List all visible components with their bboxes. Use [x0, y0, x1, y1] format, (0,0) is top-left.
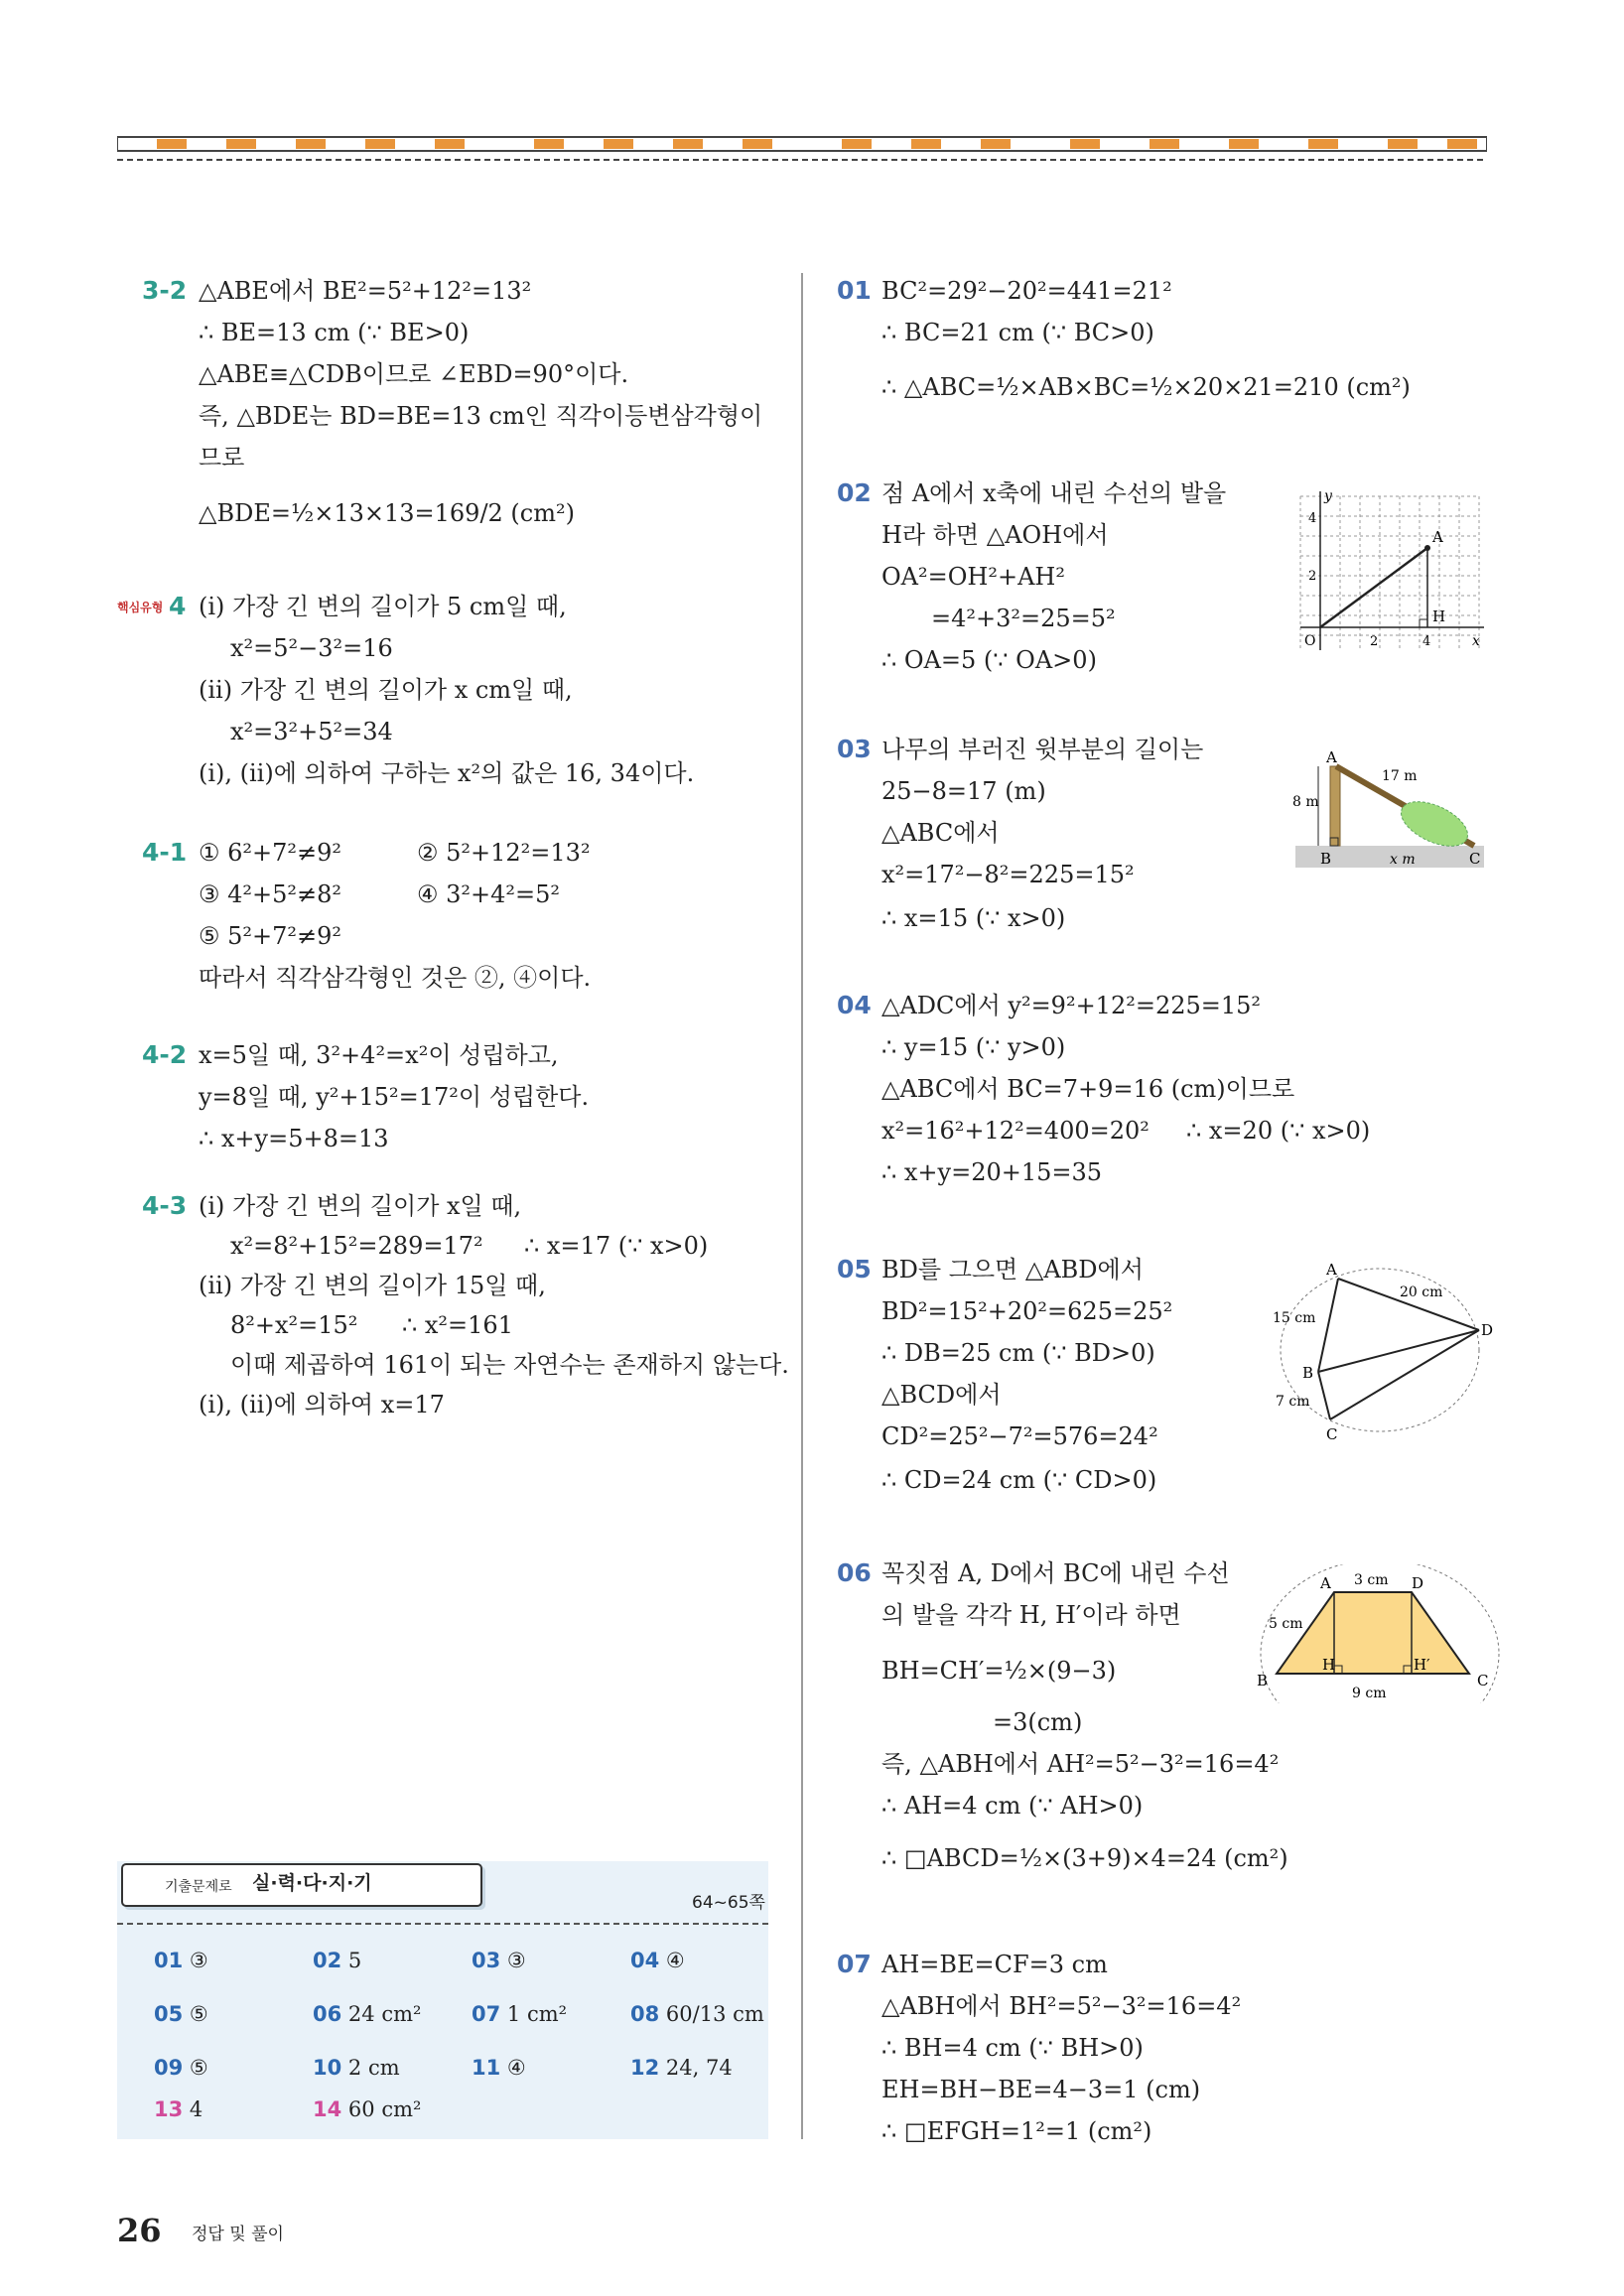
q04-line: △ADC에서 y²=9²+12²=225=15²: [881, 992, 1262, 1019]
q05-line: ∴ CD=24 cm (∵ CD>0): [881, 1466, 1157, 1494]
q03-line: 나무의 부러진 윗부분의 길이는: [881, 736, 1204, 763]
q03-point-label: C: [1469, 850, 1481, 868]
q03-length-label: 8 m: [1292, 794, 1319, 810]
q06-point-label: C: [1477, 1672, 1489, 1689]
answer-key-title-small: 기출문제로: [165, 1879, 232, 1895]
q06-line: 의 발을 각각 H, H′이라 하면: [881, 1601, 1181, 1629]
q06-line: ∴ AH=4 cm (∵ AH>0): [881, 1792, 1144, 1820]
q02-point-label: H: [1432, 608, 1446, 625]
q03-number: 03: [837, 735, 872, 763]
q06-length-label: 9 cm: [1352, 1686, 1387, 1701]
q04-line: ∴ y=15 (∵ y>0): [881, 1033, 1066, 1061]
answer-item: 10 2 cm: [313, 2056, 400, 2080]
q05-point-label: A: [1326, 1261, 1337, 1279]
q04-number: 04: [837, 991, 872, 1019]
answer-key-title-main: 실·력·다·지·기: [252, 1872, 372, 1894]
answer-item: 11 ④: [472, 2056, 526, 2080]
q06-point-label: D: [1412, 1574, 1424, 1592]
page-number: 26: [117, 2212, 162, 2249]
q05-point-label: C: [1326, 1425, 1338, 1443]
answer-key-divider: [117, 1921, 772, 1927]
q4-3-line: (ⅱ) 가장 긴 변의 길이가 15일 때,: [199, 1272, 546, 1299]
q4-2-line: ∴ x+y=5+8=13: [199, 1125, 389, 1152]
q4-1-conclusion: 따라서 직각삼각형인 것은 ②, ④이다.: [199, 964, 592, 992]
q07-line: △ABH에서 BH²=5²−3²=16=4²: [881, 1992, 1242, 2020]
q4-3-number: 4-3: [142, 1191, 188, 1220]
q4-3-line: (ⅰ) 가장 긴 변의 길이가 x일 때,: [199, 1192, 522, 1220]
q01-line: ∴ BC=21 cm (∵ BC>0): [881, 319, 1154, 346]
q4-1-choice: ① 6²+7²≠9²: [199, 839, 342, 867]
q04-line: ∴ x+y=20+15=35: [881, 1158, 1103, 1186]
page-footer-label: 정답 및 풀이: [192, 2225, 284, 2244]
column-divider: [801, 273, 803, 2139]
q4-3-line: x²=8²+15²=289=17²: [230, 1232, 483, 1260]
q4-line: (ⅰ) 가장 긴 변의 길이가 5 cm일 때,: [199, 593, 567, 620]
q06-point-label: H: [1322, 1656, 1336, 1674]
q3-2-line: △BDE=½×13×13=169/2 (cm²): [199, 499, 575, 527]
header-strip: [117, 133, 1487, 163]
q3-2-line: △ABE≡△CDB이므로 ∠EBD=90°이다.: [199, 360, 629, 388]
q02-line: H라 하면 △AOH에서: [881, 521, 1109, 549]
q3-2-line: △ABE에서 BE²=5²+12²=13²: [199, 277, 532, 305]
answer-item: 05 ⑤: [154, 2002, 208, 2026]
answer-item: 08 60/13 cm: [630, 2002, 764, 2026]
q02-tick: 2: [1308, 569, 1317, 584]
q06-line: 즉, △ABH에서 AH²=5²−3²=16=4²: [881, 1750, 1280, 1778]
q01-number: 01: [837, 276, 872, 305]
q05-line: CD²=25²−7²=576=24²: [881, 1422, 1158, 1450]
q4-3-line: ∴ x²=161: [402, 1311, 513, 1339]
q07-line: ∴ BH=4 cm (∵ BH>0): [881, 2034, 1144, 2062]
q05-length-label: 7 cm: [1276, 1394, 1310, 1410]
q4-3-line: 이때 제곱하여 161이 되는 자연수는 존재하지 않는다.: [230, 1351, 789, 1379]
q4-1-choice: ③ 4²+5²≠8²: [199, 880, 342, 908]
answer-item: 04 ④: [630, 1949, 685, 1972]
q06-point-label: H′: [1414, 1656, 1430, 1674]
q01-line: ∴ △ABC=½×AB×BC=½×20×21=210 (cm²): [881, 373, 1411, 401]
q4-3-line: (ⅰ), (ⅱ)에 의하여 x=17: [199, 1391, 445, 1418]
q4-line: x²=5²−3²=16: [230, 634, 393, 662]
q05-number: 05: [837, 1255, 872, 1283]
q06-number: 06: [837, 1558, 872, 1587]
q06-line: BH=CH′=½×(9−3): [881, 1657, 1117, 1685]
q04-line: △ABC에서 BC=7+9=16 (cm)이므로: [881, 1075, 1295, 1103]
answer-key-pages: 64~65쪽: [692, 1893, 765, 1913]
core-type-tag: 핵심유형: [117, 601, 164, 614]
q02-number: 02: [837, 478, 872, 507]
answer-item: 01 ③: [154, 1949, 208, 1972]
q02-axis-label: x: [1472, 633, 1480, 649]
q05-point-label: B: [1302, 1364, 1314, 1382]
answer-item: 07 1 cm²: [472, 2002, 568, 2026]
answer-item: 09 ⑤: [154, 2056, 208, 2080]
answer-item: 13 4: [154, 2097, 203, 2121]
answer-item: 02 5: [313, 1949, 362, 1972]
q4-2-line: y=8일 때, y²+15²=17²이 성립한다.: [199, 1083, 590, 1111]
q06-line: ∴ □ABCD=½×(3+9)×4=24 (cm²): [881, 1844, 1288, 1872]
q07-number: 07: [837, 1950, 872, 1978]
q01-line: BC²=29²−20²=441=21²: [881, 277, 1172, 305]
q02-line: OA²=OH²+AH²: [881, 563, 1065, 591]
q4-number: 4: [169, 592, 187, 620]
q02-line: ∴ OA=5 (∵ OA>0): [881, 646, 1097, 674]
q03-line: ∴ x=15 (∵ x>0): [881, 904, 1066, 932]
q3-2-line: 므로: [199, 444, 245, 472]
q03-line: 25−8=17 (m): [881, 777, 1046, 805]
q02-line: =4²+3²=25=5²: [931, 605, 1116, 632]
q05-point-label: D: [1481, 1321, 1494, 1339]
q07-line: EH=BH−BE=4−3=1 (cm): [881, 2076, 1201, 2103]
q4-2-line: x=5일 때, 3²+4²=x²이 성립하고,: [199, 1041, 559, 1069]
q05-quadrilateral-figure: [1271, 1261, 1499, 1449]
q06-line: 꼭짓점 A, D에서 BC에 내린 수선: [881, 1559, 1230, 1587]
q4-line: (ⅱ) 가장 긴 변의 길이가 x cm일 때,: [199, 676, 573, 704]
q07-line: AH=BE=CF=3 cm: [881, 1951, 1108, 1978]
q02-tick: 4: [1308, 511, 1317, 526]
q04-line: ∴ x=20 (∵ x>0): [1186, 1117, 1371, 1145]
q05-length-label: 15 cm: [1273, 1310, 1316, 1326]
q06-point-label: A: [1320, 1574, 1331, 1592]
q04-line: x²=16²+12²=400=20²: [881, 1117, 1150, 1145]
q4-1-choice: ⑤ 5²+7²≠9²: [199, 922, 342, 950]
q02-point-label: A: [1432, 528, 1443, 546]
q4-3-line: 8²+x²=15²: [230, 1311, 358, 1339]
q06-point-label: B: [1257, 1672, 1269, 1689]
answer-item: 06 24 cm²: [313, 2002, 422, 2026]
q3-2-number: 3-2: [142, 276, 188, 305]
q03-length-label: x m: [1390, 852, 1416, 868]
q03-point-label: A: [1326, 748, 1337, 766]
q05-line: ∴ DB=25 cm (∵ BD>0): [881, 1339, 1155, 1367]
q03-length-label: 17 m: [1382, 768, 1418, 784]
q06-line: =3(cm): [993, 1708, 1083, 1736]
q02-tick: 2: [1370, 634, 1379, 649]
q4-3-line: ∴ x=17 (∵ x>0): [524, 1232, 709, 1260]
q05-line: BD²=15²+20²=625=25²: [881, 1297, 1173, 1325]
q4-1-choice: ② 5²+12²=13²: [417, 839, 591, 867]
q03-tree-figure: [1290, 744, 1489, 874]
answer-item: 14 60 cm²: [313, 2097, 422, 2121]
q3-2-line: 즉, △BDE는 BD=BE=13 cm인 직각이등변삼각형이: [199, 402, 763, 430]
q05-line: △BCD에서: [881, 1381, 1002, 1409]
q05-line: BD를 그으면 △ABD에서: [881, 1256, 1144, 1283]
q02-coordinate-figure: [1290, 486, 1489, 655]
q3-2-line: ∴ BE=13 cm (∵ BE>0): [199, 319, 470, 346]
answer-item: 12 24, 74: [630, 2056, 733, 2080]
q02-origin: O: [1304, 633, 1316, 649]
q06-length-label: 5 cm: [1269, 1616, 1303, 1632]
answer-item: 03 ③: [472, 1949, 526, 1972]
q4-1-choice: ④ 3²+4²=5²: [417, 880, 561, 908]
q05-length-label: 20 cm: [1400, 1284, 1443, 1300]
q07-line: ∴ □EFGH=1²=1 (cm²): [881, 2117, 1152, 2145]
q4-1-number: 4-1: [142, 838, 188, 867]
q02-tick: 4: [1422, 634, 1431, 649]
q4-line: x²=3²+5²=34: [230, 718, 393, 745]
q03-line: △ABC에서: [881, 819, 1000, 847]
q03-line: x²=17²−8²=225=15²: [881, 861, 1135, 888]
answer-key-title: [121, 1863, 482, 1907]
q02-line: 점 A에서 x축에 내린 수선의 발을: [881, 479, 1227, 507]
q02-axis-label: y: [1324, 488, 1332, 504]
q03-point-label: B: [1320, 850, 1332, 868]
q06-trapezoid-figure: [1253, 1564, 1501, 1703]
q06-length-label: 3 cm: [1354, 1572, 1389, 1588]
q4-2-number: 4-2: [142, 1040, 188, 1069]
q4-line: (ⅰ), (ⅱ)에 의하여 구하는 x²의 값은 16, 34이다.: [199, 759, 695, 787]
